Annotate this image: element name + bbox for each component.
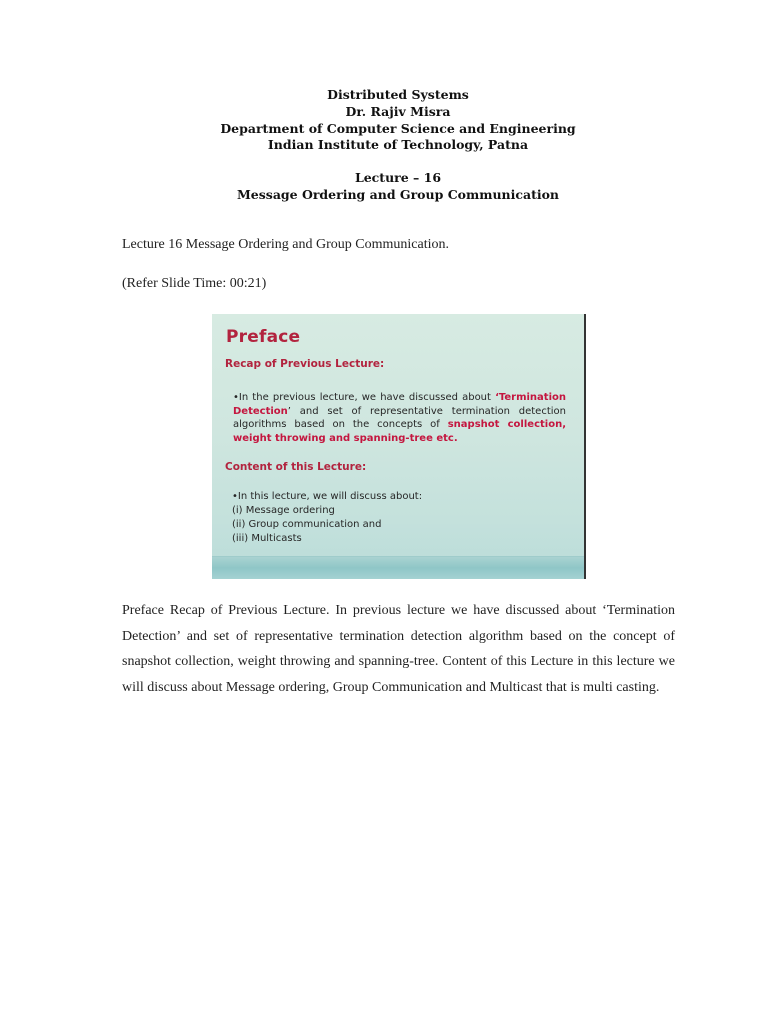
- content-item: •In this lecture, we will discuss about:: [232, 491, 423, 502]
- slide-image: [212, 314, 586, 579]
- lecture-number: Lecture – 16: [354, 170, 442, 186]
- document-header: [0, 87, 768, 204]
- institute-name: Indian Institute of Technology, Patna: [267, 137, 529, 153]
- content-item: (i) Message ordering: [232, 505, 335, 516]
- author-name: Dr. Rajiv Misra: [345, 103, 451, 119]
- course-title: Distributed Systems: [327, 87, 469, 102]
- recap-highlight-termination: ‘Termination Detection: [233, 392, 566, 417]
- department-name: Department of Computer Science and Engineering: [220, 120, 576, 136]
- slide-content-heading: Content of this Lecture:: [225, 461, 367, 473]
- recap-highlight-concepts: snapshot collection, weight throwing and spanning-tree etc.: [233, 419, 566, 444]
- slide-recap-heading: Recap of Previous Lecture:: [225, 358, 385, 370]
- intro-line: Lecture 16 Message Ordering and Group Communication.: [122, 237, 449, 252]
- slide-title: Preface: [226, 327, 301, 347]
- slide-content-list: [232, 490, 422, 546]
- content-item: (iii) Multicasts: [232, 533, 302, 544]
- recap-text-2: ’ and set of representative termination detection algorithms based on the concepts of: [233, 405, 566, 430]
- recap-text-1: •In the previous lecture, we have discussed about: [233, 392, 496, 403]
- body-paragraph: Preface Recap of Previous Lecture. In previous lecture we have discussed about ‘Termination Detection’ and set of representative termination detection algorithm based on the concept of snapshot collection, weight throwing and spanning-tree. Content of this Lecture in this lecture we will discuss about Message ordering, Group Communication and Multicast that is multi casting.: [122, 603, 675, 695]
- lecture-title: Message Ordering and Group Communication: [236, 186, 560, 202]
- slide-recap-paragraph: [233, 391, 566, 445]
- slide-footer-band: [212, 556, 584, 579]
- content-item: (ii) Group communication and: [232, 519, 382, 530]
- refer-slide-time: (Refer Slide Time: 00:21): [122, 276, 267, 291]
